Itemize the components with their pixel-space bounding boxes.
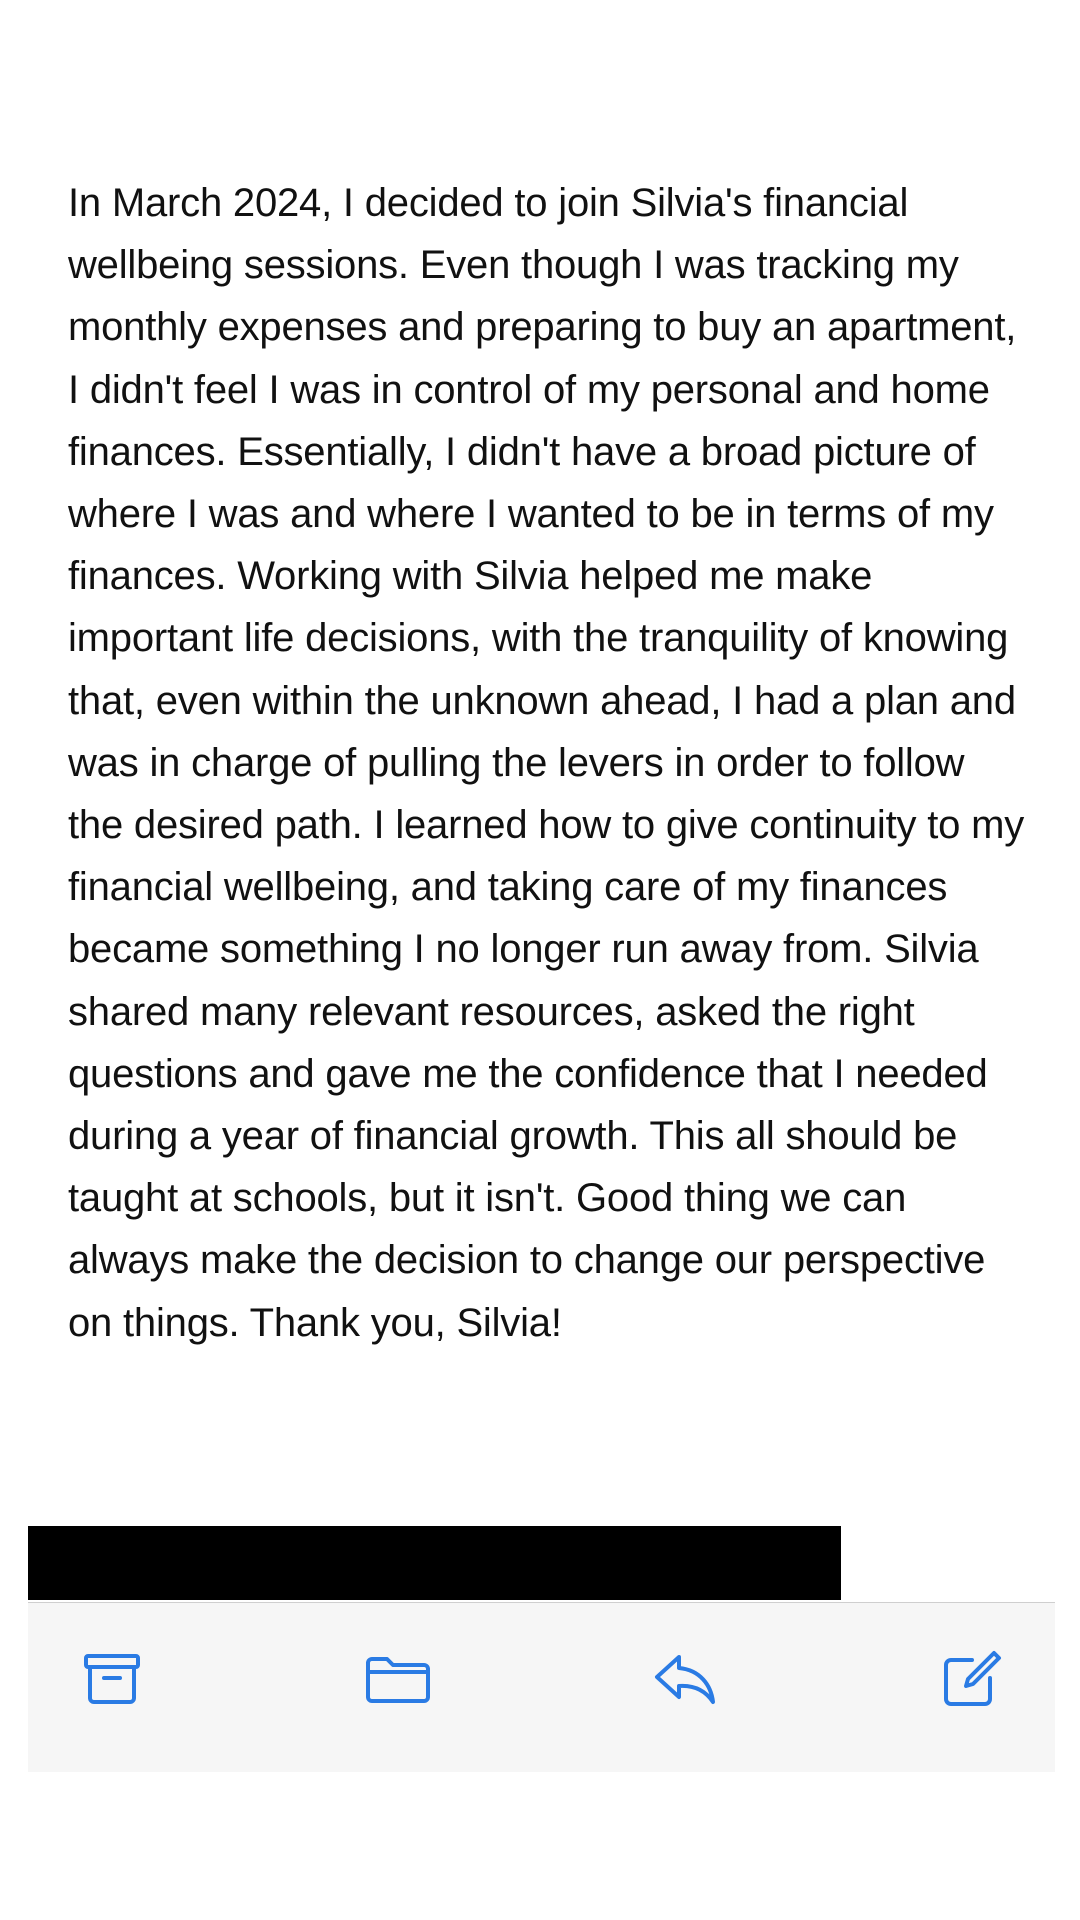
reply-icon: [654, 1652, 716, 1706]
message-body-text: In March 2024, I decided to join Silvia's financial wellbeing sessions. Even though I was tracking my monthly expenses and preparing to buy an apartment, I didn't feel I was in control of my personal and home finances. Essentially, I didn't have a broad picture of where I was and where I wanted to be in terms of my finances. Working with Silvia helped me make important life decisions, with the tranquility of knowing that, even within the unknown ahead, I had a plan and was in charge of pulling the levers in order to follow the desired path. I learned how to give continuity to my financial wellbeing, and taking care of my finances became something I no longer run away from. Silvia shared many relevant resources, asked the right questions and gave me the confidence that I needed during a year of financial growth. This all should be taught at schools, but it isn't. Good thing we can always make the decision to change our perspective on things. Thank you, Silvia!: [68, 181, 1025, 1345]
folder-icon: [365, 1653, 431, 1705]
archive-button[interactable]: [72, 1643, 152, 1715]
redaction-bar: [28, 1526, 841, 1600]
compose-icon: [942, 1650, 1002, 1708]
mail-bottom-toolbar: [28, 1602, 1055, 1772]
compose-button[interactable]: [932, 1643, 1012, 1715]
archive-box-icon: [83, 1652, 141, 1706]
reply-button[interactable]: [645, 1643, 725, 1715]
move-to-folder-button[interactable]: [358, 1643, 438, 1715]
